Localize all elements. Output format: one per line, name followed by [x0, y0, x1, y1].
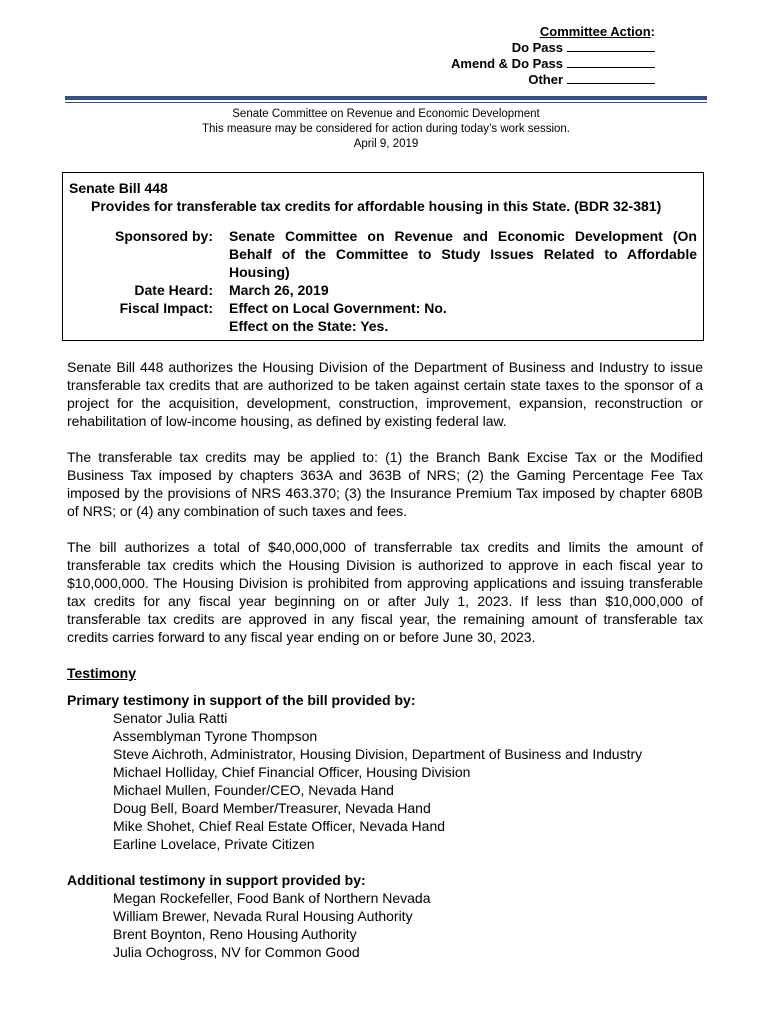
amend-do-pass-blank [567, 56, 655, 68]
do-pass-label: Do Pass [511, 40, 563, 55]
fiscal-local-value: Effect on Local Government: No. [229, 300, 447, 316]
paragraph-credit-limits: The bill authorizes a total of $40,000,000 of transferrable tax credits and limits the amount of transferable tax credits which the Housing Division is authorized to approve in each fiscal year to $10,000,000. The Housing Division is prohibited from approving applications and issuing transferable tax credits for any fiscal year beginning on or after July 1, 2023. If less than $10,000,000 of transferable tax credits are approved in any fiscal year, the remaining amount of transferable tax credits carries forward to any fiscal year ending on or before June 30, 2023. [67, 539, 703, 645]
bill-body [67, 358, 703, 979]
list-item: Mike Shohet, Chief Real Estate Officer, Nevada Hand [113, 818, 446, 834]
list-item: Doug Bell, Board Member/Treasurer, Nevada Hand [113, 800, 431, 816]
amend-do-pass-row [451, 56, 655, 72]
other-blank [567, 72, 655, 84]
list-item: Assemblyman Tyrone Thompson [113, 728, 318, 744]
list-item: Julia Ochogross, NV for Common Good [113, 944, 360, 960]
other-row [451, 72, 655, 88]
header-rule-thin [65, 102, 707, 103]
fiscal-impact-label: Fiscal Impact: [119, 300, 213, 316]
list-item: Megan Rockefeller, Food Bank of Northern Nevada [113, 890, 431, 906]
header-rule-thick [65, 96, 707, 100]
list-item: Earline Lovelace, Private Citizen [113, 836, 315, 852]
amend-do-pass-label: Amend & Do Pass [451, 56, 563, 71]
list-item: Michael Mullen, Founder/CEO, Nevada Hand [113, 782, 394, 798]
list-item: Brent Boynton, Reno Housing Authority [113, 926, 357, 942]
sponsored-label: Sponsored by: [114, 228, 213, 244]
list-item: William Brewer, Nevada Rural Housing Authority [113, 908, 413, 924]
additional-testimony-heading: Additional testimony in support provided by: [67, 872, 366, 888]
do-pass-blank [567, 40, 655, 52]
date-heard-value: March 26, 2019 [229, 282, 329, 298]
bill-number: Senate Bill 448 [69, 180, 168, 196]
sponsored-value: Senate Committee on Revenue and Economic Development (On Behalf of the Committee to Study Issues Related to Affordable Housing) [229, 228, 697, 280]
additional-testimony-list [113, 889, 703, 961]
bill-summary-box [62, 172, 704, 341]
committee-action-block [451, 24, 655, 88]
paragraph-authorization: Senate Bill 448 authorizes the Housing Division of the Department of Business and Industry to issue transferable tax credits that are authorized to be taken against certain state taxes to the sponsor of a project for the acquisition, development, construction, improvement, expansion, reconstruction or rehabilitation of low-income housing, as defined by existing federal law. [67, 359, 703, 429]
committee-action-title: Committee Action [539, 24, 651, 39]
other-label: Other [528, 72, 563, 87]
work-session-note: This measure may be considered for action during today’s work session. [202, 123, 570, 135]
committee-action-title-row: Committee Action: [539, 24, 655, 39]
paragraph-applicable-taxes: The transferable tax credits may be applied to: (1) the Branch Bank Excise Tax or the Modified Business Tax imposed by chapters 363A and 363B of NRS; (2) the Gaming Percentage Fee Tax imposed by the provisions of NRS 463.370; (3) the Insurance Premium Tax imposed by chapter 680B of NRS; or (4) any combination of such taxes and fees. [67, 449, 703, 519]
do-pass-row [451, 40, 655, 56]
list-item: Steve Aichroth, Administrator, Housing Division, Department of Business and Industry [113, 746, 643, 762]
date-heard-label: Date Heard: [134, 282, 213, 298]
bill-description: Provides for transferable tax credits for affordable housing in this State. (BDR 32-381) [91, 198, 662, 214]
testimony-heading: Testimony [67, 665, 136, 681]
list-item: Michael Holliday, Chief Financial Officer, Housing Division [113, 764, 471, 780]
committee-header [65, 107, 707, 152]
primary-testimony-list [113, 709, 703, 853]
list-item: Senator Julia Ratti [113, 710, 228, 726]
committee-name: Senate Committee on Revenue and Economic Development [232, 108, 540, 120]
header-date: April 9, 2019 [353, 138, 419, 150]
bill-meta [69, 227, 697, 335]
fiscal-state-value: Effect on the State: Yes. [229, 318, 389, 334]
primary-testimony-heading: Primary testimony in support of the bill provided by: [67, 692, 416, 708]
